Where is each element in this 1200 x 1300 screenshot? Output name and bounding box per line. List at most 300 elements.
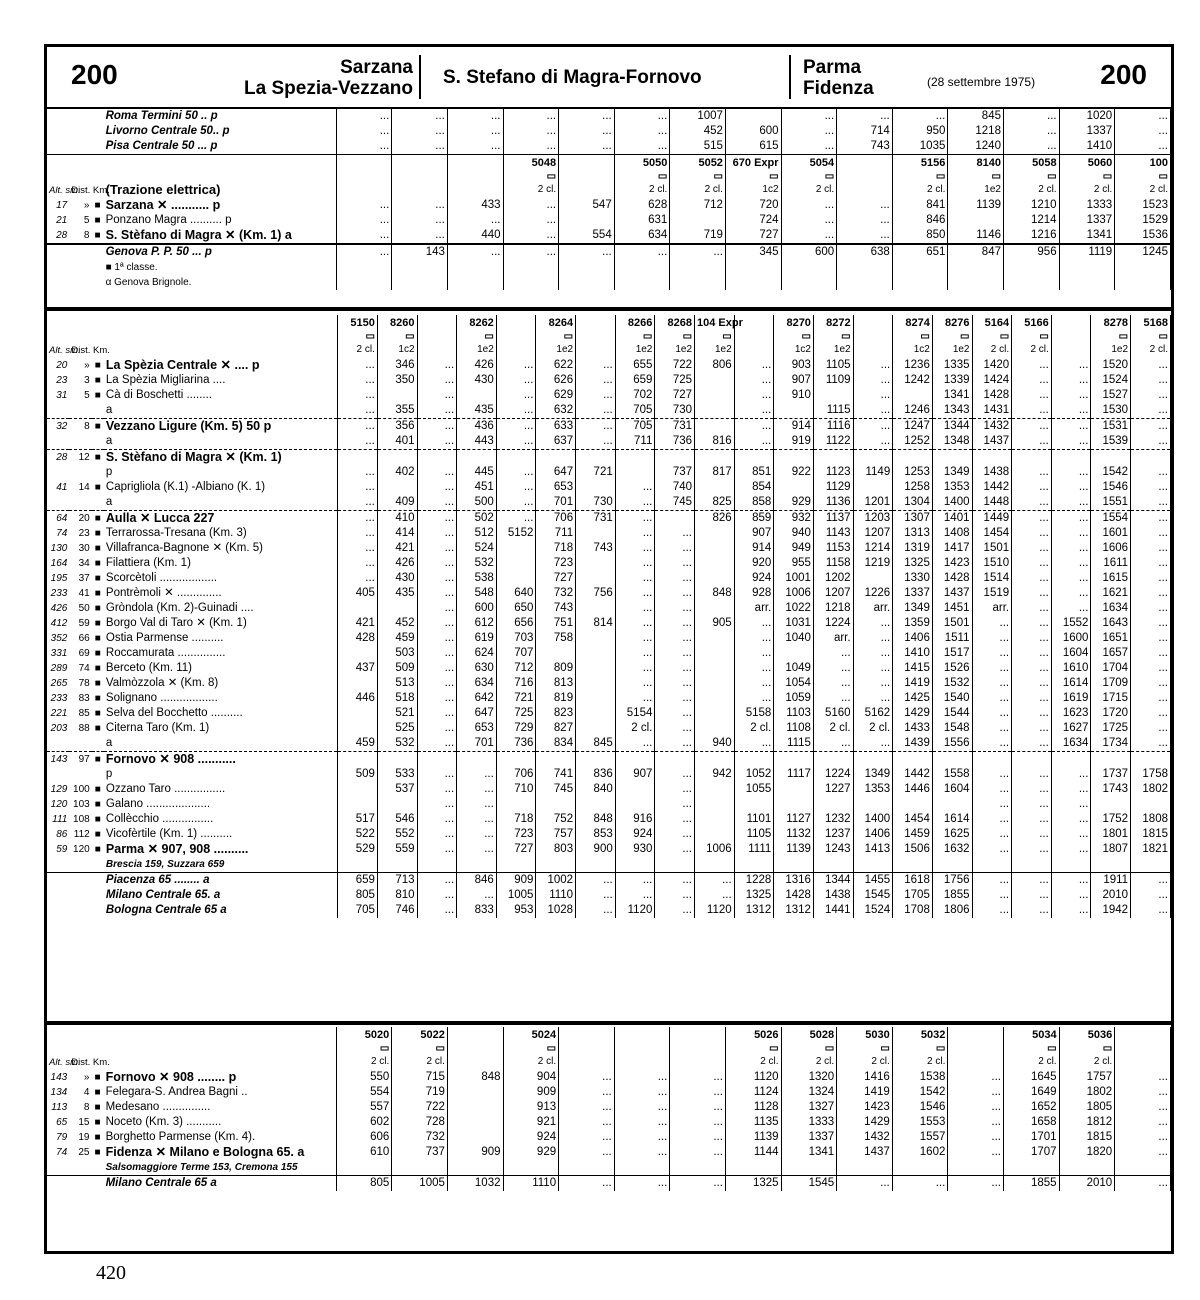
train-column-header [1003,1027,1059,1070]
departure-time: 554 [336,1085,392,1100]
train-class: 2 cl. [815,184,835,195]
railcar-icon: ▭ [999,331,1010,342]
first-class-marker: ■ [94,648,101,659]
departure-time: 924 [734,571,774,586]
distance-cell: 85 [78,708,90,719]
departure-time: 1341 [932,388,972,403]
train-number: 5028 [809,1029,835,1041]
station-name: Solignano .................. [104,691,338,706]
departure-time: ... [1012,842,1052,857]
departure-time: ... [1012,526,1052,541]
departure-time: ... [1012,571,1052,586]
departure-time: 806 [695,358,735,373]
train-number: 5052 [698,157,723,169]
station-name: Fidenza ✕ Milano e Bologna 65. a [104,1145,337,1160]
distance-cell: 59 [78,618,90,629]
first-class-marker [92,736,104,752]
connection-time: ... [614,139,670,155]
connection-time: 1855 [1003,1176,1059,1192]
departure-time: 426 [457,358,497,373]
departure-time: 2 cl. [734,721,774,736]
altitude-header: Alt. sm. [49,345,81,356]
departure-time: ... [1131,556,1171,571]
departure-time [576,571,616,586]
connection-time: 1618 [893,873,933,889]
connection-time: ... [417,873,457,889]
departure-time: 1349 [932,465,972,480]
station-name: Galano .................... [104,797,338,812]
departure-time: 421 [377,541,417,556]
departure-time: ... [417,586,457,601]
altitude-cell: 130 [50,543,68,554]
connection-time: ... [1051,903,1091,918]
departure-time: ... [417,571,457,586]
first-class-marker: ■ [94,708,101,719]
connection-time: ... [837,1176,893,1192]
departure-time: 1413 [853,842,893,857]
timetable-row [47,434,1171,450]
departure-time: 1743 [1091,782,1131,797]
train-number: 8140 [976,157,1001,169]
train-class: 1e2 [556,344,574,355]
departure-time: 722 [655,358,695,373]
departure-time: ... [972,767,1012,782]
departure-time: 752 [536,812,576,827]
departure-time: 1433 [893,721,933,736]
distance-cell: 8 [83,230,90,241]
departure-time: ... [655,646,695,661]
departure-time: 1129 [813,480,853,495]
departure-time: 1610 [1051,661,1091,676]
departure-time: 1539 [1091,434,1131,450]
distance-cell [69,403,91,419]
departure-time: 1237 [813,827,853,842]
station-name: Vicofèrtile (Km. 1) .......... [104,827,338,842]
departure-time [536,752,576,768]
connection-time: 1120 [615,903,655,918]
departure-time: 1246 [893,403,933,419]
departure-time [576,797,616,812]
departure-time: ... [1131,373,1171,388]
departure-time: 816 [695,434,735,450]
departure-time: 921 [503,1115,559,1130]
departure-time: 913 [503,1100,559,1115]
departure-time: ... [972,842,1012,857]
departure-time: 907 [774,373,814,388]
first-class-marker: ■ [94,784,101,795]
station-name: La Spèzia Migliarina .... [104,373,338,388]
departure-time: 1634 [1051,736,1091,752]
timetable-row [47,691,1171,706]
station-name: Gròndola (Km. 2)-Guinadi .... [104,601,338,616]
departure-time: 712 [496,661,536,676]
station-name: p [104,767,338,782]
departure-time: 705 [615,403,655,419]
railcar-icon: ▭ [935,1043,946,1054]
departure-time [377,388,417,403]
connection-time: ... [1131,888,1171,903]
departure-time: 1408 [932,526,972,541]
departure-time: 1437 [837,1145,893,1160]
train-column-header [576,315,616,358]
departure-time: 1207 [853,526,893,541]
departure-time: 1611 [1091,556,1131,571]
connection-time: ... [614,244,670,260]
departure-time: 1128 [725,1100,781,1115]
departure-time: 1227 [813,782,853,797]
departure-time: ... [1131,706,1171,721]
departure-time: 1442 [893,767,933,782]
departure-time: 409 [377,495,417,511]
departure-time: 731 [576,511,616,527]
departure-time: ... [734,661,774,676]
departure-time: 430 [377,571,417,586]
departure-time: 1214 [1003,213,1059,228]
departure-time: 706 [496,767,536,782]
departure-time: 622 [536,358,576,373]
departure-time: 712 [670,198,726,213]
departure-time: 1103 [774,706,814,721]
departure-time: 809 [536,661,576,676]
distance-cell: 12 [78,452,90,463]
train-column-header [853,315,893,358]
departure-time: 1136 [813,495,853,511]
connection-time: 1855 [932,888,972,903]
connection-time: 713 [377,873,417,889]
departure-time: ... [1012,812,1052,827]
departure-time: 647 [457,706,497,721]
departure-time [813,388,853,403]
departure-time: 1437 [972,434,1012,450]
departure-time: 610 [336,1145,392,1160]
departure-time: 1313 [893,526,933,541]
connection-time: 746 [377,903,417,918]
departure-time: 853 [576,827,616,842]
connection-time: 143 [392,244,448,260]
departure-time: 1419 [837,1085,893,1100]
railcar-icon: ▭ [824,1043,835,1054]
departure-time: ... [1051,782,1091,797]
departure-time: 916 [615,812,655,827]
departure-time: ... [417,616,457,631]
departure-time: ... [1012,797,1052,812]
railcar-icon: ▭ [769,1043,779,1054]
departure-time: ... [655,812,695,827]
departure-time: ... [972,631,1012,646]
departure-time: ... [1131,616,1171,631]
departure-time: 1757 [1059,1070,1115,1085]
departure-time: ... [972,706,1012,721]
train-column-header [1115,155,1171,199]
timetable-row [47,495,1171,511]
connection-time: 1428 [774,888,814,903]
departure-time [734,797,774,812]
departure-time [695,571,735,586]
departure-time: 1406 [853,827,893,842]
departure-time [774,450,814,466]
departure-time: 522 [338,827,378,842]
departure-time: 1124 [725,1085,781,1100]
first-class-marker: ■ [94,375,101,386]
altitude-cell: 426 [50,603,68,614]
departure-time: ... [853,403,893,419]
train-column-header [948,1027,1004,1070]
departure-time: 1530 [1091,403,1131,419]
station-name: a [104,434,338,450]
station-name: Villafranca-Bagnone ✕ (Km. 5) [104,541,338,556]
departure-time: 1337 [781,1130,837,1145]
connection-station: Milano Centrale 65. a [104,888,338,903]
first-class-marker: ■ [94,663,101,674]
station-name: a [104,736,338,752]
departure-time: 1304 [893,495,933,511]
first-class-marker: ■ [94,618,101,629]
departure-time: 1419 [893,676,933,691]
departure-time: 5154 [615,706,655,721]
train-class: 2 cl. [927,184,946,195]
departure-time: ... [1012,373,1052,388]
departure-time: ... [655,541,695,556]
connection-time: 452 [670,124,726,139]
departure-time: ... [948,1130,1004,1145]
departure-time: 1031 [774,616,814,631]
departure-time: ... [417,403,457,419]
connection-time: ... [559,124,615,139]
connection-time: ... [1012,888,1052,903]
station-name: Borghetto Parmense (Km. 4). [104,1130,337,1145]
train-column-header [781,155,837,199]
connection-time: 845 [948,109,1004,124]
departure-time: 517 [338,812,378,827]
train-header-row [47,315,1171,358]
train-number: 100 [1149,157,1168,169]
departure-time: ... [655,631,695,646]
timetable-grid [47,315,1171,918]
departure-time: 356 [377,419,417,435]
timetable-row [47,198,1171,213]
departure-time: 1524 [1091,373,1131,388]
traction-note [104,315,338,358]
departure-time: 727 [536,571,576,586]
departure-time: 1511 [932,631,972,646]
distance-cell: 14 [78,482,90,493]
departure-time: ... [338,358,378,373]
station-name: Filattiera (Km. 1) [104,556,338,571]
departure-time: 626 [536,373,576,388]
departure-time: ... [417,495,457,511]
connection-time: 1312 [774,903,814,918]
departure-time: 904 [503,1070,559,1085]
departure-time: 741 [536,767,576,782]
altitude-cell [47,495,69,511]
departure-time [576,631,616,646]
altitude-cell: 28 [56,230,68,241]
departure-time: ... [503,198,559,213]
departure-time: 711 [615,434,655,450]
train-class: 2 cl. [760,1056,779,1067]
departure-time: 1307 [893,511,933,527]
departure-time: 1101 [734,812,774,827]
station-name: p [104,465,338,480]
departure-time: ... [1051,601,1091,616]
connection-time: 659 [338,873,378,889]
departure-time [447,1100,503,1115]
timetable-row [47,1130,1171,1145]
departure-time: ... [972,812,1012,827]
header-separator [419,55,421,99]
connection-time: ... [417,888,457,903]
departure-time: 740 [655,480,695,495]
departure-time: 1341 [781,1145,837,1160]
departure-time: ... [615,661,655,676]
departure-time: ... [853,373,893,388]
train-class: 1e2 [1111,344,1129,355]
train-class: 1e2 [952,344,970,355]
departure-time [1012,450,1052,466]
departure-time [853,752,893,768]
departure-time: 634 [614,228,670,244]
departure-time: ... [417,812,457,827]
departure-time: 1554 [1091,511,1131,527]
connection-time: 956 [1003,244,1059,260]
connection-time: ... [1115,124,1171,139]
departure-time: 1139 [948,198,1004,213]
departure-time: ... [734,434,774,450]
departure-time: ... [1051,556,1091,571]
station-name: Felegara-S. Andrea Bagni .. [104,1085,337,1100]
section-divider [47,1021,1171,1025]
train-class: 1c2 [913,344,930,355]
connection-time: ... [614,1176,670,1192]
departure-time: ... [336,198,392,213]
departure-time: 1428 [932,571,972,586]
train-column-header [503,1027,559,1070]
departure-time: 1420 [972,358,1012,373]
departure-time: 640 [496,586,536,601]
departure-time: 1349 [893,601,933,616]
departure-time: 1424 [972,373,1012,388]
connection-time: 714 [837,124,893,139]
train-column-header [948,155,1004,199]
connection-time: ... [559,244,615,260]
departure-time [932,752,972,768]
departure-time: 743 [576,541,616,556]
departure-time: 848 [695,586,735,601]
distance-cell: 5 [83,215,90,226]
departure-time: ... [1051,434,1091,450]
departure-time: 1815 [1131,827,1171,842]
departure-time: 1643 [1091,616,1131,631]
departure-time [377,450,417,466]
departure-time: arr. [972,601,1012,616]
departure-time: ... [496,358,536,373]
connection-time: 615 [725,139,781,155]
departure-time [536,450,576,466]
departure-time: 1520 [1091,358,1131,373]
distance-cell: 120 [73,844,90,855]
connection-time: 1545 [853,888,893,903]
departure-time: ... [1131,721,1171,736]
departure-time [893,450,933,466]
departure-time: 630 [457,661,497,676]
departure-time [972,450,1012,466]
departure-time: ... [417,373,457,388]
timetable-row [47,586,1171,601]
departure-time: ... [338,511,378,527]
connection-row [47,1176,1171,1192]
departure-time: ... [1012,465,1052,480]
departure-time: 1243 [813,842,853,857]
departure-time [1012,752,1052,768]
distance-cell: 83 [78,693,90,704]
departure-time: 552 [377,827,417,842]
departure-time [559,213,615,228]
altitude-cell: 143 [50,754,68,765]
departure-time: ... [457,827,497,842]
departure-time: 1707 [1003,1145,1059,1160]
train-class: 1e2 [833,344,851,355]
departure-time: ... [1051,480,1091,495]
departure-time: 701 [457,736,497,752]
train-class: 1e2 [984,184,1001,195]
connection-time: ... [1051,888,1091,903]
departure-time: ... [853,388,893,403]
connection-time: ... [781,139,837,155]
departure-time: 1615 [1091,571,1131,586]
departure-time [496,797,536,812]
train-column-header [614,155,670,199]
connection-time: ... [336,109,392,124]
departure-time: ... [615,511,655,527]
train-class: 1e2 [477,344,494,355]
departure-time: 907 [615,767,655,782]
departure-time: 435 [377,586,417,601]
departure-time: 1353 [932,480,972,495]
connection-time: 600 [725,124,781,139]
departure-time: ... [1012,388,1052,403]
station-name: Selva del Bocchetto .......... [104,706,338,721]
departure-time [576,706,616,721]
departure-time: 909 [447,1145,503,1160]
connection-time: ... [336,124,392,139]
departure-time: 756 [576,586,616,601]
first-class-marker: ■ [94,558,101,569]
departure-time: 1448 [972,495,1012,511]
distance-cell: » [84,360,90,371]
railcar-icon: ▭ [546,1043,557,1054]
departure-time: ... [813,736,853,752]
departure-time: 1333 [781,1115,837,1130]
connection-time: 1545 [781,1176,837,1192]
departure-time: 1623 [1051,706,1091,721]
connection-time: ... [559,109,615,124]
departure-time: 1423 [837,1100,893,1115]
departure-time: 1801 [1091,827,1131,842]
distance-cell: 66 [78,633,90,644]
departure-time: 637 [536,434,576,450]
train-number: 5030 [865,1029,890,1041]
departure-time: ... [1051,388,1091,403]
departure-time: 1431 [972,403,1012,419]
connection-station: Pisa Centrale 50 ... p [104,139,337,155]
connection-time: ... [892,1176,948,1192]
train-column-header [893,315,933,358]
connection-time: 2010 [1059,1176,1115,1192]
departure-time: 1325 [893,556,933,571]
departure-time: 703 [496,631,536,646]
departure-time: 1514 [972,571,1012,586]
departure-time [695,450,735,466]
